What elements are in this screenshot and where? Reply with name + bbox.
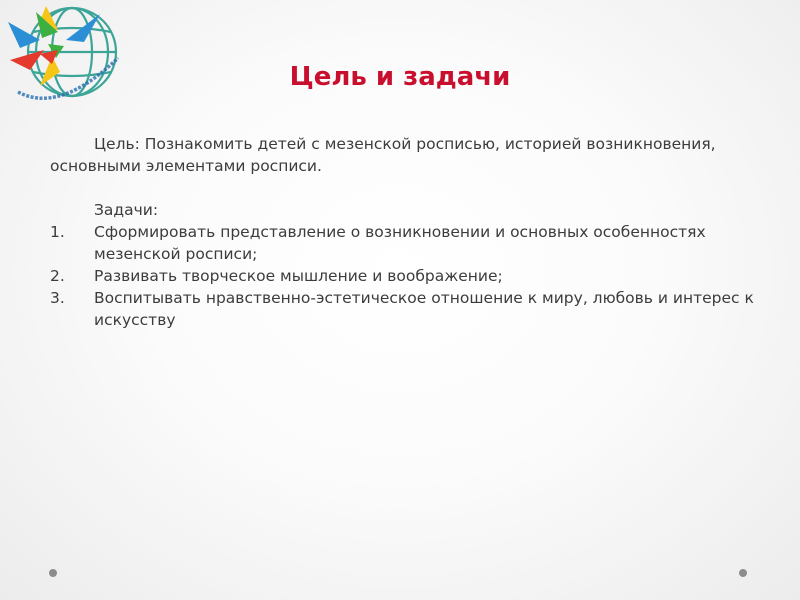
task-number: 1.: [50, 223, 65, 241]
tasks-heading: Задачи:: [94, 201, 159, 219]
task-text: Развивать творческое мышление и воображение;: [94, 267, 503, 285]
task-text: Воспитывать нравственно-эстетическое отношение к миру, любовь и интерес к искусству: [94, 289, 754, 329]
tasks-list: [50, 221, 770, 331]
decorative-dot-left: [49, 569, 57, 577]
task-item: [50, 287, 770, 331]
goal-text: Цель: Познакомить детей с мезенской росписью, историей возникновения, основными элементами росписи.: [50, 135, 716, 175]
task-item: [50, 265, 770, 287]
task-text: Сформировать представление о возникновении и основных особенностях мезенской росписи;: [94, 223, 706, 263]
globe-logo-icon: [0, 0, 130, 115]
slide-body: [50, 133, 770, 331]
decorative-dot-right: [739, 569, 747, 577]
task-number: 2.: [50, 267, 65, 285]
task-number: 3.: [50, 289, 65, 307]
task-item: [50, 221, 770, 265]
slide-title: Цель и задачи: [289, 62, 511, 92]
